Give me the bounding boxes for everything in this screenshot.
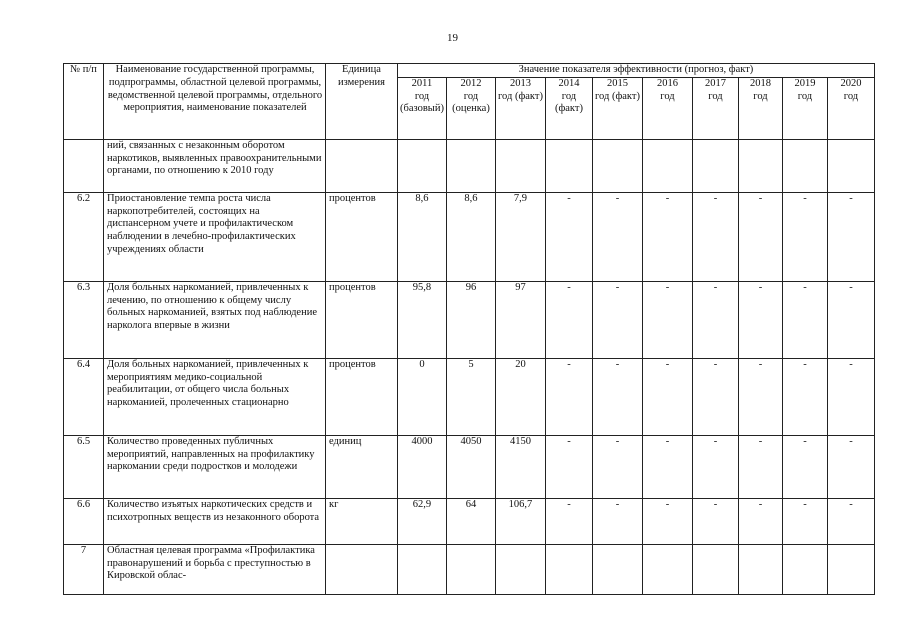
row-unit	[326, 544, 398, 594]
header-year-1	[446, 77, 495, 139]
table-row	[64, 139, 875, 192]
header-year-label: 2018	[749, 77, 771, 89]
row-value-2015: -	[592, 498, 642, 544]
header-year-sub: год (факт)	[497, 90, 543, 102]
header-year-sub: год	[753, 90, 768, 102]
header-name: Наименование государственной программы, подпрограммы, областной целевой программы, ведомственной целевой программы, отдельного мероприятия, наименование показателей	[104, 64, 326, 140]
row-value-2019	[782, 544, 827, 594]
row-value-2016: -	[642, 192, 692, 281]
row-value-2014: -	[545, 281, 592, 358]
header-year-label: 2012	[460, 77, 482, 89]
header-year-9	[827, 77, 874, 139]
row-value-2018	[738, 139, 782, 192]
row-value-2020: -	[827, 192, 874, 281]
row-value-2012: 64	[446, 498, 495, 544]
row-value-2012: 96	[446, 281, 495, 358]
row-number: 6.3	[64, 281, 104, 358]
row-number: 6.2	[64, 192, 104, 281]
row-indicator-name: ний, связанных с незаконным оборотом наркотиков, выявленных правоохранительными органами, по отношению к 2010 году	[104, 139, 326, 192]
table-row	[64, 544, 875, 594]
row-number: 7	[64, 544, 104, 594]
row-number	[64, 139, 104, 192]
row-value-2020: -	[827, 281, 874, 358]
row-value-2012	[446, 139, 495, 192]
row-value-2018: -	[738, 192, 782, 281]
row-value-2013: 97	[495, 281, 545, 358]
header-year-label: 2016	[656, 77, 678, 89]
indicators-table	[63, 63, 875, 595]
table-row	[64, 358, 875, 435]
row-value-2011	[398, 139, 447, 192]
header-year-2	[495, 77, 545, 139]
row-value-2020	[827, 544, 874, 594]
row-value-2013: 7,9	[495, 192, 545, 281]
table-row	[64, 192, 875, 281]
row-value-2016: -	[642, 358, 692, 435]
row-value-2014: -	[545, 358, 592, 435]
row-value-2020	[827, 139, 874, 192]
table-row	[64, 435, 875, 498]
row-number: 6.4	[64, 358, 104, 435]
header-year-label: 2020	[840, 77, 862, 89]
row-value-2017: -	[692, 281, 738, 358]
row-value-2016	[642, 139, 692, 192]
header-year-8	[782, 77, 827, 139]
row-value-2017	[692, 139, 738, 192]
row-value-2015: -	[592, 435, 642, 498]
header-year-sub: год	[843, 90, 859, 102]
row-value-2016	[642, 544, 692, 594]
row-value-2015: -	[592, 192, 642, 281]
row-value-2011: 0	[398, 358, 447, 435]
row-value-2017: -	[692, 358, 738, 435]
row-value-2015	[592, 139, 642, 192]
row-value-2018: -	[738, 281, 782, 358]
row-value-2017	[692, 544, 738, 594]
header-year-7	[738, 77, 782, 139]
row-value-2019: -	[782, 435, 827, 498]
header-year-0	[398, 77, 447, 139]
header-year-sub: год (факт)	[554, 90, 583, 115]
row-indicator-name: Количество проведенных публичных мероприятий, направленных на профилактику наркомании среди подростков и молодежи	[104, 435, 326, 498]
header-year-4	[592, 77, 642, 139]
row-indicator-name: Доля больных наркоманией, привлеченных к лечению, по отношению к общему числу больных наркоманией, взятых под наблюдение нарколога впервые в жизни	[104, 281, 326, 358]
row-value-2013: 4150	[495, 435, 545, 498]
row-value-2015: -	[592, 281, 642, 358]
row-value-2019	[782, 139, 827, 192]
row-indicator-name: Приостановление темпа роста числа наркопотребителей, состоящих на диспансерном учете и профилактическом наблюдении в лечебно-профилактических учреждениях области	[104, 192, 326, 281]
row-indicator-name: Количество изъятых наркотических средств и психотропных веществ из незаконного оборота	[104, 498, 326, 544]
row-value-2013	[495, 139, 545, 192]
row-value-2011	[398, 544, 447, 594]
row-value-2020: -	[827, 435, 874, 498]
row-value-2012: 8,6	[446, 192, 495, 281]
row-indicator-name: Доля больных наркоманией, привлеченных к мероприятиям медико-социальной реабилитации, от общего числа больных наркоманией, пролеченных стационарно	[104, 358, 326, 435]
row-number: 6.5	[64, 435, 104, 498]
header-year-label: 2011	[411, 77, 433, 89]
header-year-sub: год	[660, 90, 675, 102]
row-value-2020: -	[827, 498, 874, 544]
table-row	[64, 498, 875, 544]
row-unit	[326, 139, 398, 192]
row-unit: процентов	[326, 358, 398, 435]
row-value-2011: 8,6	[398, 192, 447, 281]
row-value-2011: 62,9	[398, 498, 447, 544]
row-value-2013: 106,7	[495, 498, 545, 544]
row-unit: процентов	[326, 281, 398, 358]
row-value-2016: -	[642, 281, 692, 358]
row-value-2017: -	[692, 435, 738, 498]
row-value-2016: -	[642, 435, 692, 498]
row-value-2017: -	[692, 498, 738, 544]
header-year-sub: год (оценка)	[452, 90, 490, 115]
row-value-2019: -	[782, 192, 827, 281]
header-year-sub: год (базовый)	[400, 90, 444, 115]
row-value-2011: 4000	[398, 435, 447, 498]
header-num: № п/п	[64, 64, 104, 140]
row-value-2013: 20	[495, 358, 545, 435]
row-value-2018: -	[738, 435, 782, 498]
header-year-sub: год	[797, 90, 813, 102]
header-unit: Единица измерения	[326, 64, 398, 140]
row-indicator-name: Областная целевая программа «Профилактика правонарушений и борьба с преступностью в Кировской облас-	[104, 544, 326, 594]
table-row	[64, 281, 875, 358]
header-year-label: 2017	[704, 77, 726, 89]
page-number: 19	[447, 32, 458, 44]
row-value-2019: -	[782, 498, 827, 544]
header-year-label: 2014	[558, 77, 580, 89]
header-year-sub: год (факт)	[594, 90, 640, 102]
row-unit: единиц	[326, 435, 398, 498]
row-value-2018: -	[738, 358, 782, 435]
row-value-2012: 4050	[446, 435, 495, 498]
row-value-2019: -	[782, 358, 827, 435]
row-value-2014: -	[545, 498, 592, 544]
row-value-2012: 5	[446, 358, 495, 435]
row-value-2016: -	[642, 498, 692, 544]
row-unit: кг	[326, 498, 398, 544]
header-year-label: 2015	[606, 77, 628, 89]
header-year-sub: год	[708, 90, 723, 102]
header-year-label: 2013	[509, 77, 531, 89]
row-number: 6.6	[64, 498, 104, 544]
row-value-2014: -	[545, 435, 592, 498]
row-value-2020: -	[827, 358, 874, 435]
header-year-6	[692, 77, 738, 139]
header-values-group: Значение показателя эффективности (прогноз, факт)	[398, 64, 875, 78]
header-year-5	[642, 77, 692, 139]
row-unit: процентов	[326, 192, 398, 281]
row-value-2014	[545, 544, 592, 594]
row-value-2015: -	[592, 358, 642, 435]
row-value-2018: -	[738, 498, 782, 544]
row-value-2014	[545, 139, 592, 192]
row-value-2015	[592, 544, 642, 594]
row-value-2012	[446, 544, 495, 594]
header-year-3	[545, 77, 592, 139]
row-value-2014: -	[545, 192, 592, 281]
row-value-2018	[738, 544, 782, 594]
header-year-label: 2019	[794, 77, 816, 89]
row-value-2019: -	[782, 281, 827, 358]
row-value-2011: 95,8	[398, 281, 447, 358]
row-value-2017: -	[692, 192, 738, 281]
row-value-2013	[495, 544, 545, 594]
